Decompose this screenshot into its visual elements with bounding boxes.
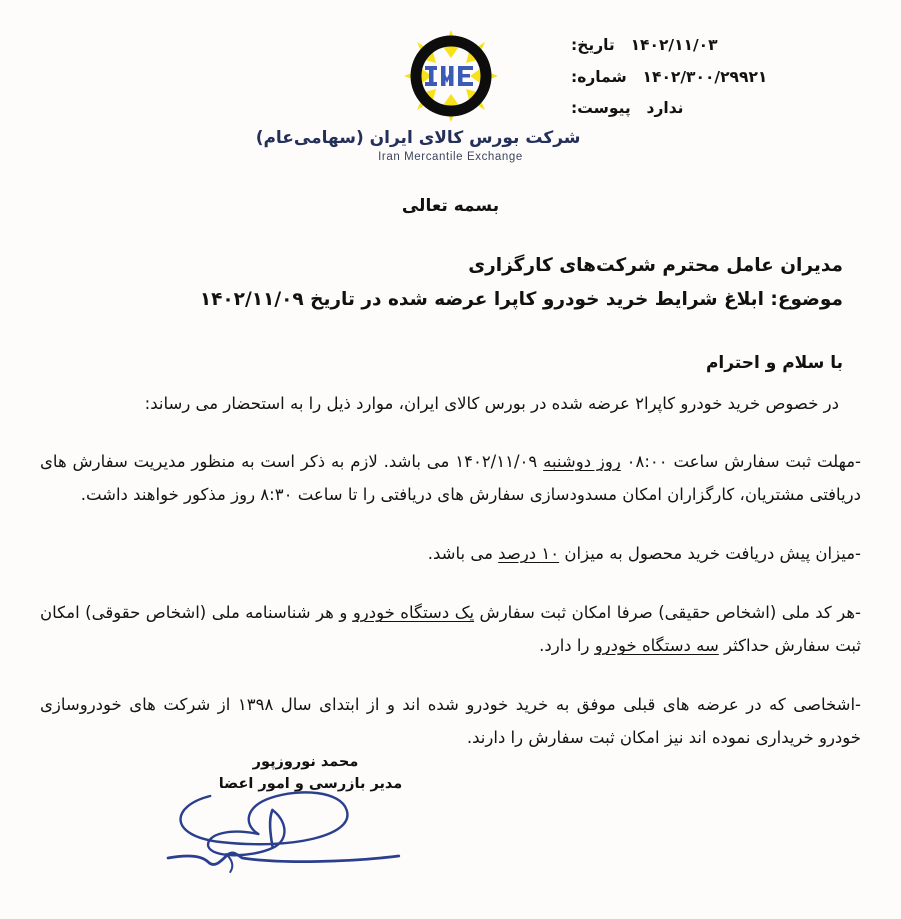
clause-text: و هر شناسنامه ملی (اشخاص حقوقی) امکان ثبت سفارش حداکثر bbox=[40, 603, 861, 656]
meta-value-number: ۱۴۰۲/۳۰۰/۲۹۹۲۱ bbox=[642, 67, 768, 86]
clause-text: -میزان پیش دریافت خرید محصول به میزان bbox=[559, 544, 861, 564]
meta-label-attachment: پیوست: bbox=[571, 99, 631, 117]
organization-logo bbox=[255, 28, 581, 164]
letter-body bbox=[0, 190, 901, 754]
clause-text: -مهلت ثبت سفارش ساعت ۰۸:۰۰ bbox=[620, 452, 862, 472]
clause-previous-buyers bbox=[40, 688, 861, 754]
emphasized-term: سه دستگاه خودرو bbox=[594, 636, 719, 656]
meta-row-number bbox=[571, 67, 901, 86]
meta-value-attachment: ندارد bbox=[646, 99, 684, 117]
letter-header bbox=[0, 0, 901, 180]
clause-quota bbox=[40, 596, 861, 662]
clause-prepayment bbox=[40, 537, 861, 570]
clause-list bbox=[40, 445, 861, 754]
meta-label-date: تاریخ: bbox=[571, 36, 615, 54]
subject-label: موضوع: bbox=[770, 288, 843, 310]
clause-text: را دارد. bbox=[539, 636, 595, 656]
signature-block bbox=[150, 752, 471, 902]
subject-line bbox=[40, 288, 861, 313]
meta-value-date: ۱۴۰۲/۱۱/۰۳ bbox=[630, 36, 718, 54]
emphasized-term: روز دوشنبه bbox=[543, 452, 621, 472]
subject-text: ابلاغ شرایط خرید خودرو کاپرا عرضه شده در تاریخ ۱۴۰۲/۱۱/۰۹ bbox=[199, 288, 764, 310]
salutation-line: با سلام و احترام bbox=[705, 352, 843, 373]
emphasized-term: ۱۰ درصد bbox=[498, 544, 560, 564]
clause-text: ۱۴۰۲/۱۱/۰۹ می باشد. لازم به ذکر است به منظور مدیریت سفارش های دریافتی مشتریان، کارگزاران امکان مسدودسازی سفارش های دریافتی را تا ساعت ۸:۳۰ روز مذکور خواهند داشت. bbox=[40, 452, 861, 505]
addressee-line: مدیران عامل محترم شرکت‌های کارگزاری bbox=[468, 255, 843, 276]
clause-text: می باشد. bbox=[427, 544, 499, 564]
emphasized-term: یک دستگاه خودرو bbox=[352, 603, 475, 623]
clause-text: -اشخاصی که در عرضه های قبلی موفق به خرید خودرو شده اند و از ابتدای سال ۱۳۹۸ از شرکت های خودروسازی خودرو خریداری نموده اند نیز امکان ثبت سفارش را دارند. bbox=[40, 695, 862, 748]
meta-row-attachment bbox=[571, 101, 901, 117]
intro-paragraph: در خصوص خرید خودرو کاپرا۲ عرضه شده در بورس کالای ایران، موارد ذیل را به استحضار می رساند: bbox=[144, 393, 839, 413]
meta-row-date bbox=[571, 38, 901, 54]
clause-deadline bbox=[40, 445, 861, 511]
logo-name-en: Iran Mercantile Exchange bbox=[378, 151, 523, 164]
signature-text bbox=[150, 752, 471, 796]
ime-logo-icon bbox=[398, 28, 504, 124]
letter-meta-block bbox=[571, 38, 901, 133]
clause-text: -هر کد ملی (اشخاص حقیقی) صرفا امکان ثبت سفارش bbox=[474, 603, 862, 623]
signatory-title: مدیر بازرسی و امور اعضا bbox=[218, 775, 403, 792]
signatory-name: محمد نوروزپور bbox=[252, 754, 359, 770]
logo-name-fa: شرکت بورس کالای ایران (سهامی‌عام) bbox=[255, 128, 581, 148]
basmala-line: بسمه تعالی bbox=[401, 196, 500, 216]
meta-label-number: شماره: bbox=[571, 67, 627, 86]
